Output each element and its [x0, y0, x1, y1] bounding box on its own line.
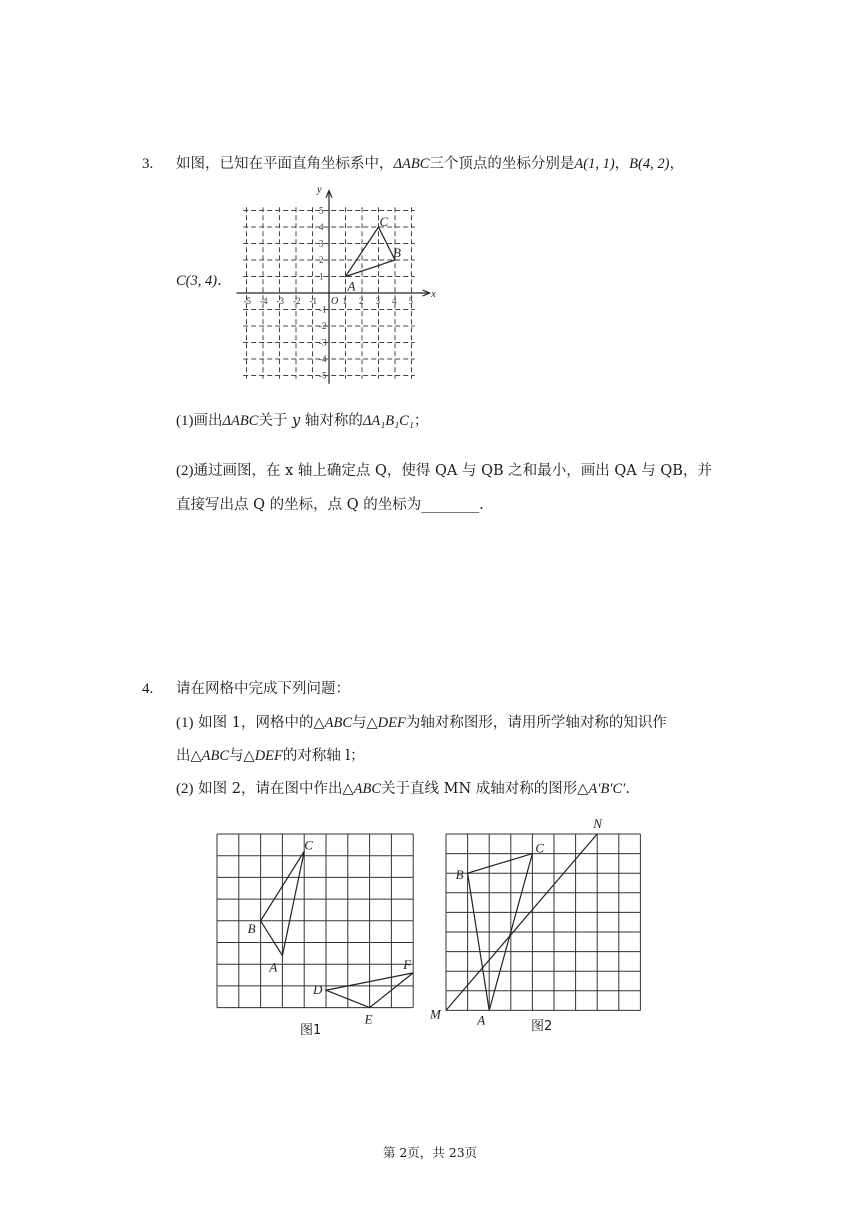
q3-triangle-name: ΔABC — [393, 156, 430, 172]
y-tick-label: 4 — [319, 222, 324, 232]
x-tick-label: 1 — [342, 296, 347, 306]
x-tick-label: 4 — [392, 296, 397, 306]
point-n-label: N — [593, 816, 602, 831]
q3-point-a: A(1, 1) — [574, 156, 615, 172]
q4-sub1-line2: 出△ABC与△DEF的对称轴 l； — [176, 748, 365, 764]
y-tick-label: 2 — [319, 255, 324, 265]
x-tick-label: 2 — [359, 296, 364, 306]
y-tick-label: -3 — [319, 337, 327, 348]
q3-sub2-line1: (2)通过画图，在 x 轴上确定点 Q，使得 QA 与 QB 之和最小，画出 QA 与 QB，并 — [176, 463, 712, 479]
x-tick-label: -2 — [293, 296, 301, 306]
page-footer: 第 2页，共 23页 — [382, 1145, 478, 1160]
point-d-label: D — [313, 982, 323, 998]
y-tick-label: 1 — [319, 271, 324, 282]
q3-sub2-line2: 直接写出点 Q 的坐标，点 Q 的坐标为________. — [176, 497, 484, 513]
triangle-abc — [346, 227, 396, 277]
q4-sub2: (2) 如图 2，请在图中作出△ABC关于直线 MN 成轴对称的图形△A′B′C′. — [176, 781, 630, 797]
q4-number: 4. — [142, 681, 154, 697]
point-e-label: E — [364, 1011, 373, 1027]
q3-sub1: (1)画出ΔABC关于 y 轴对称的ΔA₁B₁C₁； — [176, 413, 429, 429]
point-b-label: B — [247, 920, 256, 936]
x-tick-label: -5 — [243, 296, 251, 306]
x-tick-label: 3 — [375, 296, 380, 306]
q3-coordinate-graph — [236, 180, 436, 380]
q4-figure-2-caption: 图2 — [531, 1019, 553, 1034]
x-tick-label: -4 — [260, 296, 268, 306]
line-mn — [446, 834, 597, 1010]
q3-point-c: C(3, 4) — [176, 273, 218, 289]
y-tick-label: -2 — [319, 321, 327, 331]
x-tick-label: 5 — [408, 296, 413, 306]
x-tick-label: -1 — [309, 296, 317, 306]
q3-point-c-line: C(3, 4). — [176, 273, 222, 289]
x-tick-label: -3 — [276, 296, 284, 306]
point-f-label: F — [403, 956, 412, 972]
y-tick-label: 3 — [319, 238, 324, 249]
q3-intro-line: 如图，已知在平面直角坐标系中，ΔABC三个顶点的坐标分别是A(1, 1)，B(4, 2)， — [176, 156, 684, 172]
point-a-label: A — [477, 1012, 486, 1028]
point-b-label: B — [455, 867, 464, 883]
point-a-label: A — [269, 959, 278, 975]
y-tick-label: -1 — [319, 304, 327, 315]
q4-sub1-line1: (1) 如图 1，网格中的△ABC与△DEF为轴对称图形，请用所学轴对称的知识作 — [176, 715, 667, 731]
y-tick-label: -4 — [319, 354, 327, 364]
y-tick-label: 5 — [319, 205, 324, 216]
point-c-label: C — [304, 837, 313, 853]
point-b-label: B — [393, 245, 401, 260]
point-a-label: A — [347, 278, 356, 294]
point-c-label: C — [379, 214, 389, 229]
y-axis-label: y — [317, 184, 322, 196]
y-tick-label: -5 — [319, 370, 327, 381]
origin-label: O — [331, 296, 339, 307]
point-c-label: C — [535, 840, 545, 856]
x-axis-label: x — [431, 289, 436, 300]
point-m-label: M — [430, 1006, 441, 1022]
q4-figure-1-caption: 图1 — [300, 1023, 322, 1038]
q3-point-b: B(4, 2) — [629, 156, 670, 172]
q3-number: 3. — [142, 156, 154, 172]
q4-intro: 请在网格中完成下列问题： — [176, 681, 350, 697]
q4-figure-1 — [200, 822, 430, 1042]
